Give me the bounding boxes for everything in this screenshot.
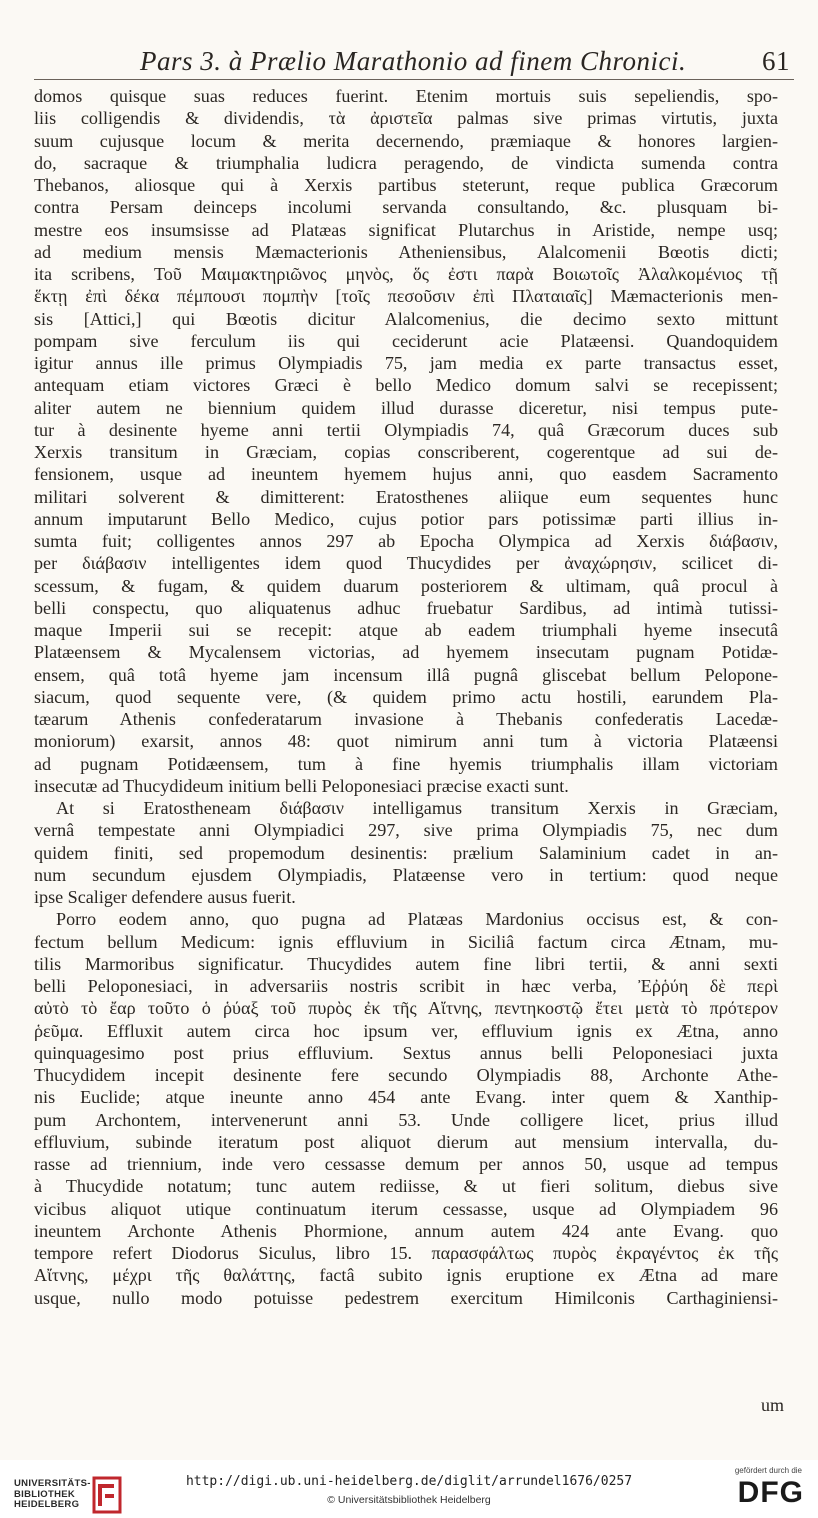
text-line: fectum bellum Medicum: ignis effluvium in Siciliâ factum circa Ætnam, mu- (34, 931, 778, 952)
text-line: ineuntem Archonte Athenis Phormione, annum autem 424 ante Evang. quo (34, 1220, 778, 1241)
text-line: pum Archontem, intervenerunt anni 53. Unde colligere licet, prius illud (34, 1109, 778, 1130)
text-line: belli conspectu, quo aliquatenus adhuc fruebatur Sardibus, ad intimà tutissi- (34, 597, 778, 618)
text-line: usque, nullo modo potuisse pedestrem exercitum Himilconis Carthaginiensi- (34, 1287, 778, 1308)
text-line: tæarum Athenis confederatarum invasione à Thebanis confederatis Lacedæ- (34, 709, 778, 729)
text-line: belli Peloponesiaci, in adversariis nostris scribit in hæc verba, Ἐῤῥύη δὲ περὶ (34, 976, 778, 996)
text-line: sumta fuit; colligentes annos 297 ab Epocha Olympica ad Xerxis διάβασιν, (34, 531, 778, 551)
text-line: At si Eratostheneam διάβασιν intelligamus transitum Xerxis in Græciam, (56, 798, 778, 818)
text-line: suum cujusque locum & merita decernendo, præmiaque & honores largien- (34, 130, 778, 151)
text-line: siacum, quod sequente vere, (& quidem primo actu hostili, earundem Pla- (34, 686, 778, 707)
text-line: ipse Scaliger defendere ausus fuerit. (34, 887, 296, 907)
text-line: do, sacraque & triumphalia ludicra peragendo, de vindicta sumenda contra (34, 152, 778, 173)
text-line: ἕκτῃ ἐπὶ δέκα πέμπουσι πομπὴν [τοῖς πεσοῦσιν ἐπὶ Πλαταιαῖς] Mæmacterionis men- (34, 286, 778, 307)
text-line: moniorum) exarsit, annos 48: quot nimirum anni tum à victoria Platæensi (34, 731, 778, 752)
text-line: fensionem, usque ad ineuntem hyemem hujus anni, quo easdem Sacramento (34, 464, 778, 485)
text-line: Xerxis transitum in Græciam, copias conscriberent, cogerentque ad sui de- (34, 442, 778, 462)
text-line: tilis Marmoribus significatur. Thucydides autem fine libri tertii, & anni sexti (34, 953, 778, 974)
text-line: igitur annus ille primus Olympiadis 75, jam media ex parte transactus esset, (34, 353, 778, 373)
text-line: contra Persam deinceps incolumi servanda consultando, &c. plusquam bi- (34, 197, 778, 218)
text-line: à Thucydide notatum; tunc autem rediisse, & ut fieri solitum, diebus sive (34, 1176, 778, 1197)
running-head (40, 42, 790, 78)
text-line: ad medium mensis Mæmacterionis Atheniensibus, Alalcomenii Bœotis dicti; (34, 241, 778, 262)
text-line: vernâ tempestate anni Olympiadici 297, sive prima Olympiadis 75, nec dum (34, 820, 778, 841)
text-line: ensem, quâ totâ hyeme jam incensum illâ pugnâ gliscebat bellum Pelopone- (34, 664, 778, 685)
dfg-logo[interactable]: DFG (737, 1476, 804, 1509)
text-line: effluvium, subinde iteratum post aliquot dierum aut mensium intervalla, du- (34, 1131, 778, 1152)
text-line: Αἴτνης, μέχρι τῆς θαλάττης, factâ subito ignis eruptione ex Ætna ad mare (34, 1265, 778, 1286)
text-line: ita scribens, Τοῦ Μαιμακτηριῶνος μηνὸς, ὅς ἐστι παρὰ Βοιωτοῖς Ἀλαλκομένιος τῇ (34, 264, 778, 284)
text-line: vicibus aliquot utique continuatum iterum cessasse, usque ad Olympiadem 96 (34, 1198, 778, 1219)
text-line: Platæensem & Mycalensem victorias, ad hyemem insecutam pugnam Potidæ- (34, 642, 778, 663)
text-line: annum imputarunt Bello Medico, cujus potior pars potissimæ parti illius in- (34, 508, 778, 529)
text-line: sis [Attici,] qui Bœotis dicitur Alalcomenius, die decimo sexto mittunt (34, 308, 778, 329)
catchword: um (760, 1395, 784, 1415)
text-line: liis colligendis & dividendis, τὰ ἀριστεῖα palmas sive primas virtutis, juxta (34, 108, 778, 129)
text-line: ad pugnam Potidæensem, tum à fine hyemis triumphalis illam victoriam (34, 753, 778, 774)
text-line: scessum, & fugam, & quidem duarum posteriorem & ultimam, quâ procul à (34, 575, 778, 596)
header-rule (34, 79, 794, 80)
text-line: tempore refert Diodorus Siculus, libro 15. παρασφάλτως πυρὸς ἐκραγέντος ἐκ τῆς (34, 1243, 778, 1263)
library-name-line1: UNIVERSITÄTS- (14, 1478, 91, 1489)
text-line: ῥεῦμα. Effluxit autem circa hoc ipsum ver, effluvium ignis ex Ætna, anno (34, 1020, 778, 1041)
funded-by-label: gefördert durch die (734, 1466, 802, 1475)
text-line: per διάβασιν intelligentes idem quod Thucydides per ἀναχώρησιν, scilicet di- (34, 553, 778, 574)
text-line: antequam etiam victores Græci è bello Medico domum salvi se recepissent; (34, 375, 778, 396)
copyright-notice: © Universitätsbibliothek Heidelberg (327, 1494, 491, 1506)
permalink-url[interactable]: http://digi.ub.uni-heidelberg.de/diglit/arrundel1676/0257 (185, 1474, 633, 1489)
text-line: insecutæ ad Thucydideum initium belli Peloponesiaci præcise exacti sunt. (34, 775, 569, 796)
text-line: militari solverent & dimitterent: Eratosthenes aliique eum sequentes hunc (34, 486, 778, 507)
body-text (34, 85, 778, 1309)
text-line: maque Imperii sui se recepit: atque ab eadem triumphali hyeme insecutâ (34, 620, 778, 640)
text-line: pompam sive ferculum iis qui ceciderunt acie Platæensi. Quandoquidem (34, 330, 778, 351)
text-line: domos quisque suas reduces fuerint. Etenim mortuis suis sepeliendis, spo- (34, 86, 778, 106)
text-line: quinquagesimo post prius effluvium. Sextus annus belli Peloponesiaci juxta (34, 1042, 778, 1063)
text-line: tur à desinente hyeme anni tertii Olympiadis 74, quâ Græcorum duces sub (34, 419, 778, 440)
viewer-footer (0, 1460, 818, 1518)
library-name-line3: HEIDELBERG (14, 1499, 80, 1510)
page-number: 61 (762, 46, 790, 76)
text-line: nis Euclide; atque ineunte anno 454 ante Evang. inter quem & Xanthip- (34, 1087, 778, 1108)
text-line: Porro eodem anno, quo pugna ad Platæas Mardonius occisus est, & con- (56, 909, 778, 930)
text-line: mestre eos insumsisse ad Platæas significat Plutarchus in Aristide, nempe usq; (34, 219, 778, 240)
text-line: Thucydidem incepit desinente fere secundo Olympiadis 88, Archonte Athe- (34, 1065, 778, 1085)
text-line: αὐτὸ τὸ ἔαρ τοῦτο ὁ ῥύαξ τοῦ πυρὸς ἐκ τῆς Αἴτνης, πεντηκοστῷ ἔτει μετὰ τὸ πρότερον (34, 998, 778, 1019)
running-head-title: Pars 3. à Prælio Marathonio ad finem Chronici. (140, 46, 687, 76)
text-line: rasse ad triennium, inde vero cessasse demum per annos 50, usque ad tempus (34, 1154, 778, 1174)
text-line: aliter autem ne biennium quidem illud durasse diceretur, nisi tempus pute- (34, 397, 778, 418)
text-line: quidem finiti, sed propemodum desinentis: prælium Salaminium cadet in an- (34, 842, 778, 863)
text-line: Thebanos, aliosque qui à Xerxis partibus steterunt, reque publica Græcorum (34, 175, 778, 195)
library-name-line2: BIBLIOTHEK (14, 1488, 76, 1500)
text-line: num secundum ejusdem Olympiadis, Platæense vero in tertium: quod neque (34, 864, 778, 885)
